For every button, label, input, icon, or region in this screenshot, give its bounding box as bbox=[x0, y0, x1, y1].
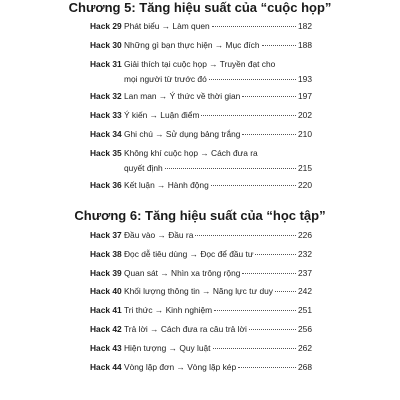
dot-leader bbox=[249, 329, 296, 330]
dot-leader bbox=[238, 367, 296, 368]
dot-leader bbox=[209, 79, 296, 80]
dot-leader bbox=[211, 185, 296, 186]
entry-title: Lan man → Ý thức về thời gian bbox=[124, 91, 241, 102]
page-number: 256 bbox=[298, 323, 312, 334]
hack-number: Hack 43 bbox=[90, 342, 122, 353]
dot-leader bbox=[195, 235, 296, 236]
entry-title: Quan sát → Nhìn xa trông rộng bbox=[124, 267, 241, 278]
entry-title: Không khí cuộc họp → Cách đưa ra bbox=[124, 147, 258, 158]
chapter-5-title: Chương 5: Tăng hiệu suất của “cuộc họp” bbox=[68, 0, 332, 15]
page-number: 188 bbox=[298, 39, 312, 50]
entry-title: Đọc dễ tiêu dùng → Đọc để đầu tư bbox=[124, 248, 254, 259]
entry-title: Hiện tượng → Quy luật bbox=[124, 342, 211, 353]
hack-number: Hack 37 bbox=[90, 230, 122, 240]
entry-title: Ý kiến → Luận điểm bbox=[124, 109, 200, 120]
toc-entry-hack-43[interactable] bbox=[90, 343, 312, 353]
dot-leader bbox=[262, 45, 297, 46]
hack-number: Hack 29 bbox=[90, 21, 122, 31]
page-number: 262 bbox=[298, 342, 312, 353]
entry-title: Tri thức → Kinh nghiệm bbox=[124, 305, 213, 316]
dot-leader bbox=[214, 310, 296, 311]
dot-leader bbox=[213, 348, 297, 349]
dot-leader bbox=[242, 96, 296, 97]
entry-title-continued: mọi người từ trước đó bbox=[124, 74, 207, 85]
entry-title: Đầu vào → Đầu ra bbox=[124, 230, 194, 240]
page-number: 193 bbox=[298, 74, 312, 85]
hack-number: Hack 32 bbox=[90, 91, 122, 102]
toc-entry-hack-36[interactable] bbox=[90, 180, 312, 190]
toc-entry-hack-42[interactable] bbox=[90, 324, 312, 334]
toc-entry-hack-38[interactable] bbox=[90, 249, 312, 259]
dot-leader bbox=[242, 273, 296, 274]
toc-entry-hack-37[interactable] bbox=[90, 230, 312, 240]
hack-number: Hack 40 bbox=[90, 286, 122, 297]
dot-leader bbox=[255, 254, 296, 255]
page-number: 210 bbox=[298, 128, 312, 139]
hack-number: Hack 31 bbox=[90, 58, 122, 69]
chapter-5-toc bbox=[90, 21, 312, 199]
entry-title-continued: quyết định bbox=[124, 163, 163, 174]
entry-title: Giải thích tại cuộc họp → Truyền đạt cho bbox=[124, 58, 276, 69]
hack-number: Hack 41 bbox=[90, 305, 122, 316]
toc-entry-hack-35[interactable] bbox=[90, 148, 312, 174]
page-number: 242 bbox=[298, 286, 312, 297]
toc-entry-hack-34[interactable] bbox=[90, 129, 312, 139]
dot-leader bbox=[212, 26, 296, 27]
page-number: 226 bbox=[298, 230, 312, 240]
hack-number: Hack 36 bbox=[90, 180, 122, 191]
toc-entry-hack-30[interactable] bbox=[90, 40, 312, 50]
toc-entry-hack-40[interactable] bbox=[90, 286, 312, 296]
dot-leader bbox=[275, 291, 296, 292]
entry-title: Trả lời → Cách đưa ra câu trả lời bbox=[124, 323, 247, 334]
page-number: 220 bbox=[298, 180, 312, 191]
hack-number: Hack 42 bbox=[90, 323, 122, 334]
toc-entry-hack-29[interactable] bbox=[90, 21, 312, 31]
toc-entry-hack-41[interactable] bbox=[90, 305, 312, 315]
entry-title: Phát biểu → Làm quen bbox=[124, 21, 210, 31]
page-number: 182 bbox=[298, 21, 312, 31]
hack-number: Hack 30 bbox=[90, 39, 122, 50]
chapter-6-title: Chương 6: Tăng hiệu suất của “học tập” bbox=[74, 208, 326, 223]
page-number: 251 bbox=[298, 305, 312, 316]
hack-number: Hack 33 bbox=[90, 109, 122, 120]
dot-leader bbox=[165, 168, 296, 169]
chapter-6-toc bbox=[90, 230, 312, 380]
entry-title: Những gì bạn thực hiện → Mục đích bbox=[124, 39, 260, 50]
hack-number: Hack 38 bbox=[90, 248, 122, 259]
toc-entry-hack-44[interactable] bbox=[90, 362, 312, 372]
page-number: 215 bbox=[298, 163, 312, 174]
toc-entry-hack-31[interactable] bbox=[90, 59, 312, 85]
toc-entry-hack-33[interactable] bbox=[90, 110, 312, 120]
entry-title: Ghi chú → Sử dụng bảng trắng bbox=[124, 128, 241, 139]
hack-number: Hack 35 bbox=[90, 147, 122, 158]
page-number: 237 bbox=[298, 267, 312, 278]
page-number: 268 bbox=[298, 361, 312, 372]
entry-title: Khối lượng thông tin → Năng lực tư duy bbox=[124, 286, 273, 297]
entry-title: Vòng lặp đơn → Vòng lặp kép bbox=[124, 361, 237, 372]
hack-number: Hack 39 bbox=[90, 267, 122, 278]
dot-leader bbox=[201, 115, 296, 116]
hack-number: Hack 44 bbox=[90, 361, 122, 372]
toc-entry-hack-32[interactable] bbox=[90, 91, 312, 101]
toc-entry-hack-39[interactable] bbox=[90, 268, 312, 278]
dot-leader bbox=[242, 134, 296, 135]
page-number: 202 bbox=[298, 109, 312, 120]
hack-number: Hack 34 bbox=[90, 128, 122, 139]
page-number: 197 bbox=[298, 91, 312, 102]
page-number: 232 bbox=[298, 248, 312, 259]
entry-title: Kết luận → Hành động bbox=[124, 180, 209, 191]
